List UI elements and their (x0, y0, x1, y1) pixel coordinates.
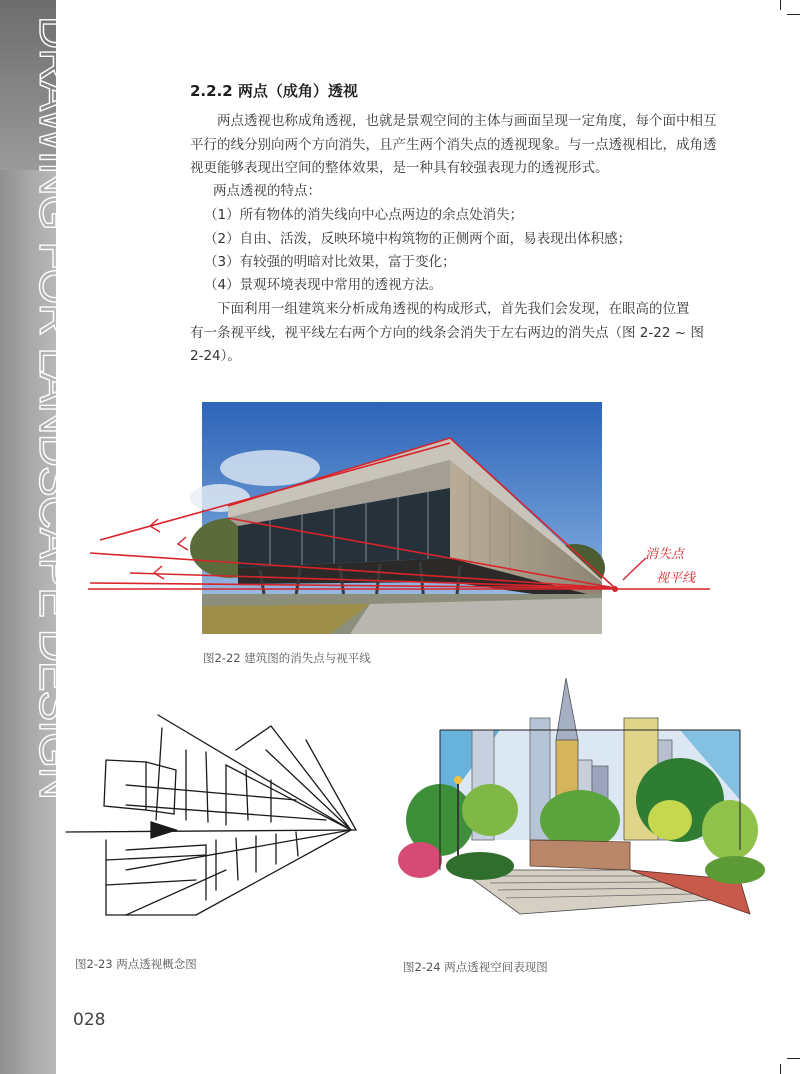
paragraph-analysis (190, 298, 750, 369)
features-title: 两点透视的特点： (213, 183, 321, 199)
paragraph-line: 2-24）。 (190, 348, 241, 364)
side-banner (0, 0, 82, 1074)
feature-item-3: （3）有较强的明暗对比效果，富于变化； (204, 254, 456, 270)
section-title: 2.2.2 两点（成角）透视 (190, 82, 358, 100)
feature-item-1: （1）所有物体的消失线向中心点两边的余点处消失； (204, 207, 524, 223)
figure-2-22-caption: 图2-22 建筑图的消失点与视平线 (203, 651, 371, 665)
figure-2-24-color-rendering (380, 670, 780, 948)
paragraph-line: 两点透视也称成角透视，也就是景观空间的主体与画面呈现一定角度，每个面中相互 (217, 113, 717, 129)
figure-2-22-building-photo (70, 398, 720, 640)
paragraph-intro (190, 110, 750, 181)
vanishing-point-marker (612, 586, 618, 592)
paragraph-line: 视更能够表现出空间的整体效果，是一种具有较强表现力的透视形式。 (190, 160, 609, 176)
annotation-vanishing-point: 消失点 (645, 547, 685, 562)
figure-2-23-concept-sketch (66, 710, 366, 925)
figure-2-23-caption: 图2-23 两点透视概念图 (75, 957, 197, 971)
annotation-horizon-line: 视平线 (656, 571, 696, 586)
arrow-markers (150, 519, 188, 579)
paragraph-line: 平行的线分别向两个方向消失，且产生两个消失点的透视现象。与一点透视相比，成角透 (190, 136, 717, 153)
feature-item-4: （4）景观环境表现中常用的透视方法。 (204, 277, 443, 293)
crop-mark-bottom (787, 1058, 800, 1059)
paragraph-line: 有一条视平线，视平线左右两个方向的线条会消失于左右两边的消失点（图 2-22 ~ 图 (190, 324, 704, 341)
feature-item-2: （2）自由、活泼，反映环境中构筑物的正侧两个面，易表现出体积感； (204, 231, 632, 247)
side-banner-text (4, 10, 82, 870)
crop-mark-bottom-v (780, 1064, 781, 1074)
side-banner-label: DRAWING FOR LANDSCAPE DESIGN (30, 16, 82, 800)
paragraph-line: 下面利用一组建筑来分析成角透视的构成形式，首先我们会发现，在眼高的位置 (217, 301, 690, 317)
page-number: 028 (73, 1010, 106, 1030)
crop-mark-top (780, 0, 781, 10)
figure-2-24-caption: 图2-24 两点透视空间表现图 (403, 960, 548, 974)
crop-mark-top-h (787, 14, 800, 15)
